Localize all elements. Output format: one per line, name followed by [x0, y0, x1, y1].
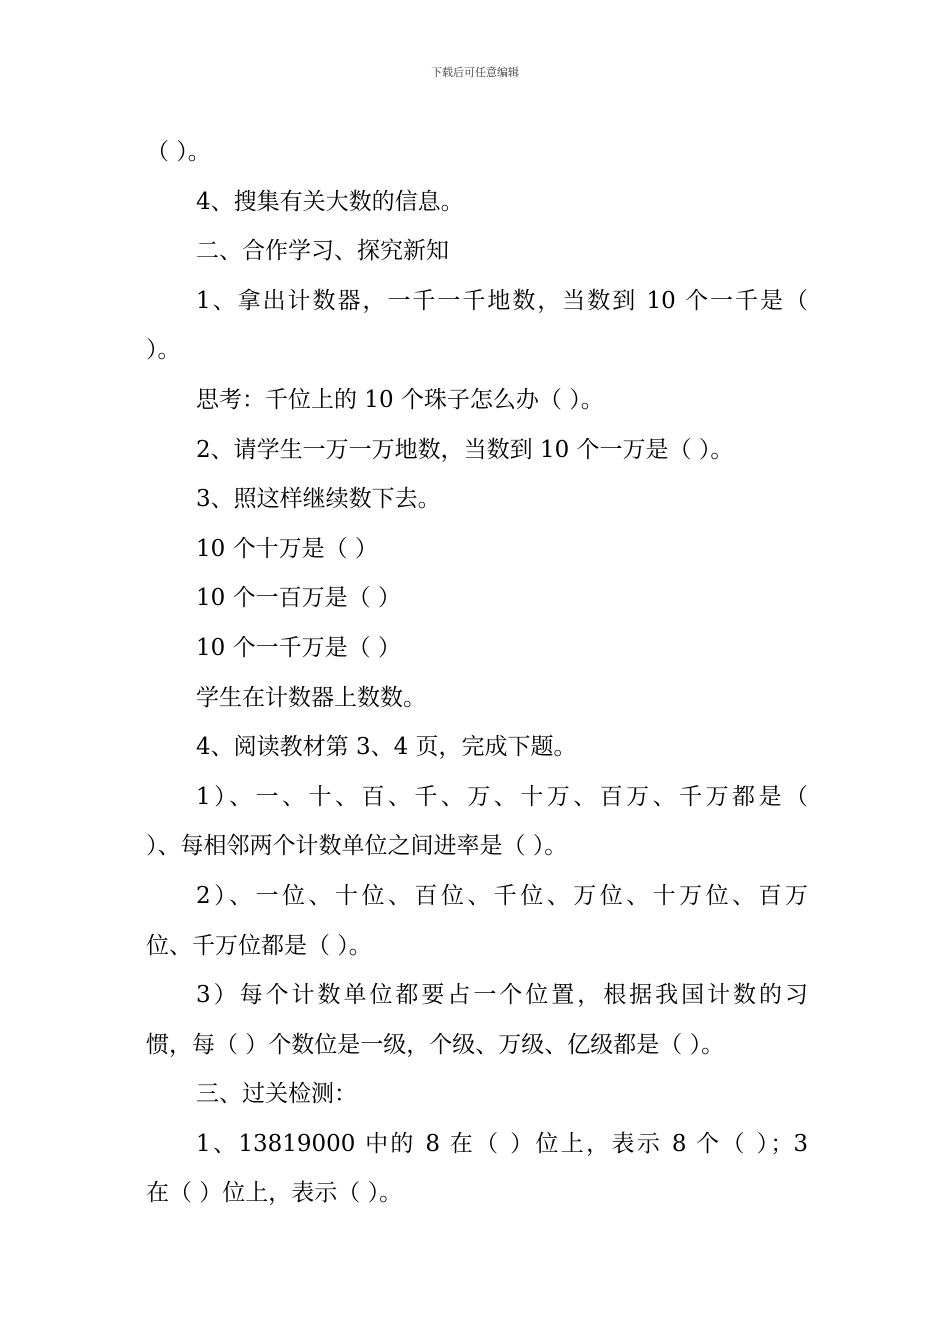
- text-line: 10 个十万是（ ）: [196, 535, 378, 562]
- text-line: 1、拿出计数器，一千一千地数，当数到 10 个一千是（: [196, 287, 808, 314]
- text-line: 2）、一位、十位、百位、千位、万位、十万位、百万: [196, 882, 808, 909]
- text-line: （ ）。: [146, 139, 211, 165]
- text-line: 1、13819000 中的 8 在（ ）位上，表示 8 个（ ）；3: [196, 1130, 808, 1157]
- text-line: 惯，每（ ）个数位是一级，个级、万级、亿级都是（ ）。: [146, 1031, 725, 1058]
- text-line: ）、每相邻两个计数单位之间进率是（ ）。: [146, 833, 568, 860]
- text-line: 10 个一百万是（ ）: [196, 585, 401, 612]
- text-line: 3）每个计数单位都要占一个位置，根据我国计数的习: [196, 982, 808, 1009]
- text-line: 2、请学生一万一万地数，当数到 10 个一万是（ ）。: [196, 436, 734, 463]
- text-line: 在（ ）位上，表示（ ）。: [146, 1180, 403, 1207]
- page-header: 下载后可任意编辑: [431, 66, 519, 79]
- text-line: 4、搜集有关大数的信息。: [196, 188, 464, 215]
- text-line: 1）、一、十、百、千、万、十万、百万、千万都是（: [196, 783, 808, 810]
- text-line: ）。: [146, 337, 181, 364]
- text-line: 思考：千位上的 10 个珠子怎么办（ ）。: [196, 386, 604, 413]
- text-line: 4、阅读教材第 3、4 页，完成下题。: [196, 734, 577, 761]
- section-heading: 三、过关检测：: [196, 1081, 357, 1108]
- text-line: 3、照这样继续数下去。: [196, 486, 441, 513]
- text-line: 10 个一千万是（ ）: [196, 634, 401, 661]
- text-line: 学生在计数器上数数。: [196, 684, 426, 711]
- section-heading: 二、合作学习、探究新知: [196, 238, 449, 265]
- text-line: 位、千万位都是（ ）。: [146, 932, 372, 959]
- document-body: [146, 128, 808, 1219]
